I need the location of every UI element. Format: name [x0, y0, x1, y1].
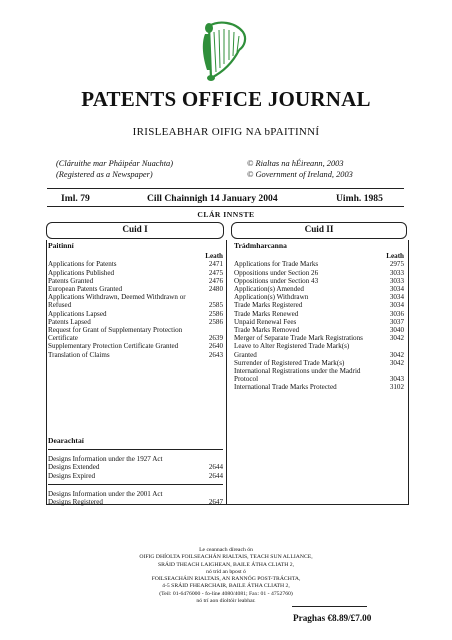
- contents-row: [48, 277, 223, 285]
- contents-row: [48, 260, 223, 268]
- price-rule: [292, 606, 367, 607]
- contents-row: [48, 318, 223, 326]
- contents-row-label: Trade Marks Registered: [234, 301, 303, 310]
- contents-row-label: International Registrations under the Madrid: [234, 367, 361, 376]
- patents-heading: Paitinní: [48, 241, 74, 250]
- address-line: 4-5 SRÁID FHEARCHAIR, BAILE ÁTHA CLIATH 2,: [162, 583, 290, 590]
- divider: [47, 188, 404, 189]
- contents-row: [48, 326, 223, 334]
- contents-row-label: Trade Marks Removed: [234, 326, 300, 335]
- contents-row-page: 2475: [208, 268, 223, 277]
- contents-row: [48, 498, 223, 506]
- designs-list-2001: [48, 490, 223, 506]
- page-column-label: Leath: [205, 252, 223, 261]
- contents-row-label: Applications Withdrawn, Deemed Withdrawn or: [48, 293, 186, 302]
- contents-row-label: European Patents Granted: [48, 285, 123, 294]
- contents-row-page: 2480: [208, 285, 223, 294]
- contents-row: [48, 285, 223, 293]
- contents-row: [48, 334, 223, 342]
- contents-row-label: Designs Information under the 1927 Act: [48, 455, 163, 464]
- contents-row: [234, 293, 404, 301]
- contents-row: [234, 326, 404, 334]
- sales-address: [0, 547, 452, 605]
- journal-title: PATENTS OFFICE JOURNAL: [81, 87, 371, 111]
- contents-row-label: Unpaid Renewal Fees: [234, 317, 297, 326]
- divider: [48, 449, 223, 450]
- contents-row-label: Leave to Alter Registered Trade Mark(s): [234, 342, 350, 351]
- price: Praghas €8.89/£7.00: [293, 613, 372, 623]
- contents-row-label: Request for Grant of Supplementary Protection: [48, 326, 183, 335]
- contents-row-label: Protocol: [234, 375, 259, 384]
- contents-row: [234, 285, 404, 293]
- contents-row-page: 2639: [208, 334, 223, 343]
- issue-volume: Iml. 79: [61, 193, 90, 204]
- address-line: OIFIG DHÍOLTA FOILSEACHÁN RIALTAIS, TEACH SUN ALLIANCE,: [139, 554, 313, 561]
- contents-row-label: Designs Extended: [48, 463, 100, 472]
- trademarks-list: [234, 260, 404, 391]
- contents-row-page: 2640: [208, 342, 223, 351]
- designs-list-1927: [48, 455, 223, 480]
- contents-row: [48, 351, 223, 359]
- contents-row-page: 2476: [208, 276, 223, 285]
- contents-row-label: Applications for Trade Marks: [234, 260, 319, 269]
- contents-title: CLÁR INNSTE: [197, 210, 255, 219]
- journal-subtitle: IRISLEABHAR OIFIG NA bPAITINNÍ: [132, 126, 320, 138]
- contents-row-page: 3034: [389, 301, 404, 310]
- contents-row-label: International Trade Marks Protected: [234, 383, 337, 392]
- contents-row-label: Surrender of Registered Trade Mark(s): [234, 358, 345, 367]
- contents-row-label: Designs Expired: [48, 471, 96, 480]
- contents-row: [234, 269, 404, 277]
- contents-row: [48, 472, 223, 480]
- designs-section: [48, 437, 223, 506]
- contents-row-page: 2975: [389, 260, 404, 269]
- contents-row-page: 2585: [208, 301, 223, 310]
- contents-row: [234, 342, 404, 350]
- registration-note-ga: (Cláruithe mar Pháipéar Nuachta): [56, 159, 174, 168]
- contents-row: [234, 260, 404, 268]
- contents-row-page: 3042: [389, 334, 404, 343]
- patents-section: [48, 242, 223, 359]
- contents-row: [234, 334, 404, 342]
- trademarks-section: [234, 242, 404, 392]
- contents-row: [234, 351, 404, 359]
- contents-row-label: Trade Marks Renewed: [234, 309, 299, 318]
- contents-row: [234, 383, 404, 391]
- contents-row-page: 3037: [389, 317, 404, 326]
- harp-emblem-icon: [199, 20, 253, 84]
- contents-row-page: 3042: [389, 358, 404, 367]
- contents-row: [48, 269, 223, 277]
- copyright-note: [247, 158, 353, 180]
- contents-row: [234, 318, 404, 326]
- contents-row-page: 3036: [389, 309, 404, 318]
- contents-row: [234, 375, 404, 383]
- divider: [47, 206, 404, 207]
- designs-heading: Dearachtaí: [48, 436, 84, 445]
- contents-row-page: 2644: [208, 463, 223, 472]
- contents-row-page: 3034: [389, 285, 404, 294]
- contents-row-label: Granted: [234, 350, 257, 359]
- contents-row: [48, 455, 223, 463]
- contents-row: [48, 301, 223, 309]
- contents-row-page: 2586: [208, 317, 223, 326]
- contents-row-label: Applications for Patents: [48, 260, 117, 269]
- address-line: nó tríd an bpost ó: [206, 568, 246, 575]
- address-line: nó trí aon díoltóir leabhar.: [196, 598, 256, 605]
- contents-row-label: Certificate: [48, 334, 78, 343]
- contents-row-label: Refused: [48, 301, 72, 310]
- page-column-label: Leath: [386, 252, 404, 261]
- contents-row: [234, 277, 404, 285]
- contents-row-label: Translation of Claims: [48, 350, 110, 359]
- contents-row: [48, 293, 223, 301]
- contents-row-page: 2471: [208, 260, 223, 269]
- copyright-note-en: © Government of Ireland, 2003: [247, 170, 353, 179]
- contents-row: [234, 367, 404, 375]
- contents-row-page: 2643: [208, 350, 223, 359]
- part2-heading: Cuid II: [304, 224, 334, 234]
- contents-row-page: 3042: [389, 350, 404, 359]
- contents-row-page: 3040: [389, 326, 404, 335]
- contents-row-page: 2586: [208, 309, 223, 318]
- contents-row-label: Designs Registered: [48, 498, 103, 507]
- contents-row-label: Applications Published: [48, 268, 115, 277]
- address-line: (Teil: 01-6476000 - fo-líne 4080/4081; Fax: 01 - 4752760): [159, 590, 293, 597]
- issue-date: Cill Chainnigh 14 January 2004: [147, 193, 278, 204]
- contents-row-page: 3033: [389, 276, 404, 285]
- address-line: SRÁID THEACH LAIGHEAN, BAILE ÁTHA CLIATH 2,: [157, 561, 295, 568]
- contents-row-label: Application(s) Withdrawn: [234, 293, 309, 302]
- contents-row: [48, 342, 223, 350]
- registration-note-en: (Registered as a Newspaper): [56, 170, 153, 179]
- contents-row-page: 3034: [389, 293, 404, 302]
- contents-row-page: 2647: [208, 498, 223, 507]
- contents-row: [48, 310, 223, 318]
- contents-row-label: Patents Granted: [48, 276, 94, 285]
- contents-row-label: Application(s) Amended: [234, 285, 304, 294]
- trademarks-heading: Trádmharcanna: [234, 241, 287, 250]
- copyright-note-ga: © Rialtas na hÉireann, 2003: [247, 159, 344, 168]
- contents-row-page: 3033: [389, 268, 404, 277]
- contents-row-label: Oppositions under Section 43: [234, 276, 319, 285]
- divider: [48, 484, 223, 485]
- address-line: FOILSEACHÁIN RIALTAIS, AN RANNÓG POST-TRÁCHTA,: [151, 576, 301, 583]
- contents-row-label: Patents Lapsed: [48, 317, 91, 326]
- contents-row-page: 2644: [208, 471, 223, 480]
- contents-row-label: Merger of Separate Trade Mark Registrations: [234, 334, 363, 343]
- contents-row-page: 3043: [389, 375, 404, 384]
- contents-row-page: 3102: [389, 383, 404, 392]
- address-line: Le ceannach díreach ón: [199, 547, 253, 553]
- contents-row: [234, 310, 404, 318]
- contents-row: [234, 301, 404, 309]
- part1-heading: Cuid I: [122, 224, 148, 234]
- contents-row: [48, 463, 223, 471]
- patents-list: [48, 260, 223, 358]
- contents-row-label: Oppositions under Section 26: [234, 268, 319, 277]
- contents-row-label: Designs Information under the 2001 Act: [48, 489, 163, 498]
- contents-row: [234, 359, 404, 367]
- registration-note: [56, 158, 173, 180]
- contents-row-label: Supplementary Protection Certificate Granted: [48, 342, 179, 351]
- contents-row-label: Applications Lapsed: [48, 309, 107, 318]
- issue-number: Uimh. 1985: [336, 193, 383, 204]
- contents-row: [48, 490, 223, 498]
